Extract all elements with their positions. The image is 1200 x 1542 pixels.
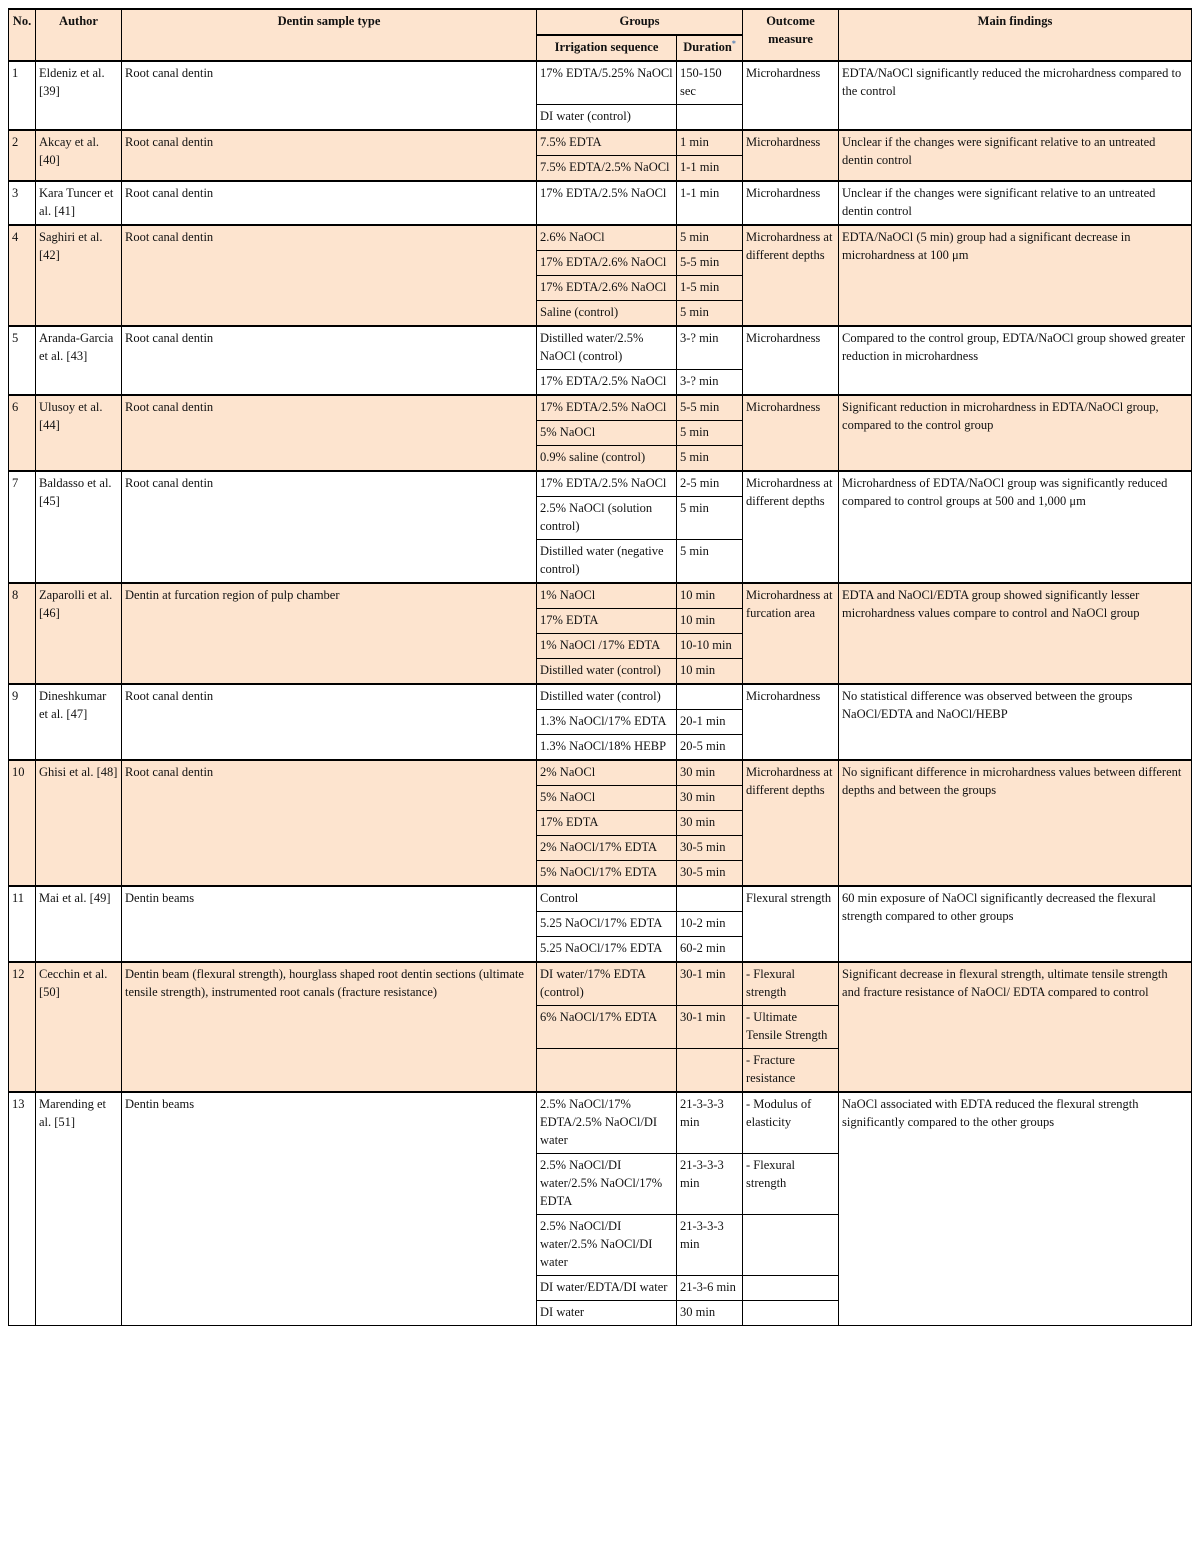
irrigation-duration: 21-3-3-3 min (677, 1154, 743, 1215)
outcome-measure: Microhardness (743, 61, 839, 130)
outcome-measure (743, 1215, 839, 1276)
header-sample-type: Dentin sample type (122, 9, 537, 61)
study-number: 12 (9, 962, 36, 1092)
header-no: No. (9, 9, 36, 61)
main-finding: EDTA/NaOCl significantly reduced the microhardness compared to the control (839, 61, 1192, 130)
irrigation-sequence: 5.25 NaOCl/17% EDTA (537, 912, 677, 937)
study-number: 10 (9, 760, 36, 886)
outcome-measure: Microhardness (743, 181, 839, 225)
irrigation-duration: 2-5 min (677, 471, 743, 497)
study-author: Dineshkumar et al. [47] (36, 684, 122, 760)
irrigation-sequence: 17% EDTA/2.5% NaOCl (537, 370, 677, 396)
outcome-measure: - Modulus of elasticity (743, 1092, 839, 1154)
dentin-sample-type: Root canal dentin (122, 395, 537, 471)
irrigation-duration: 21-3-6 min (677, 1276, 743, 1301)
irrigation-duration: 21-3-3-3 min (677, 1092, 743, 1154)
table-row (9, 760, 1192, 786)
irrigation-duration: 60-2 min (677, 937, 743, 963)
irrigation-sequence: 7.5% EDTA (537, 130, 677, 156)
irrigation-sequence: 2.6% NaOCl (537, 225, 677, 251)
dentin-sample-type: Root canal dentin (122, 130, 537, 181)
study-author: Aranda-Garcia et al. [43] (36, 326, 122, 395)
irrigation-sequence (537, 1049, 677, 1093)
main-finding: EDTA and NaOCl/EDTA group showed significantly lesser microhardness values compare to control and NaOCl group (839, 583, 1192, 684)
study-number: 1 (9, 61, 36, 130)
table-row (9, 61, 1192, 105)
table-row (9, 326, 1192, 370)
irrigation-sequence: 6% NaOCl/17% EDTA (537, 1006, 677, 1049)
outcome-measure: Flexural strength (743, 886, 839, 962)
study-author: Ulusoy et al. [44] (36, 395, 122, 471)
irrigation-duration: 5-5 min (677, 251, 743, 276)
irrigation-duration (677, 886, 743, 912)
outcome-measure: - Ultimate Tensile Strength (743, 1006, 839, 1049)
irrigation-sequence: 17% EDTA (537, 811, 677, 836)
study-number: 2 (9, 130, 36, 181)
irrigation-duration: 5 min (677, 301, 743, 327)
header-author: Author (36, 9, 122, 61)
irrigation-sequence: 1% NaOCl (537, 583, 677, 609)
irrigation-sequence: Distilled water (control) (537, 659, 677, 685)
irrigation-sequence: 7.5% EDTA/2.5% NaOCl (537, 156, 677, 182)
dentin-sample-type: Dentin beams (122, 1092, 537, 1326)
irrigation-duration: 30 min (677, 786, 743, 811)
irrigation-duration: 3-? min (677, 326, 743, 370)
irrigation-sequence: 5.25 NaOCl/17% EDTA (537, 937, 677, 963)
irrigation-sequence: 17% EDTA/2.6% NaOCl (537, 251, 677, 276)
study-number: 8 (9, 583, 36, 684)
irrigation-duration: 30 min (677, 811, 743, 836)
header-findings: Main findings (839, 9, 1192, 61)
dentin-sample-type: Root canal dentin (122, 225, 537, 326)
irrigation-duration: 1-1 min (677, 156, 743, 182)
table-row (9, 684, 1192, 710)
outcome-measure: Microhardness (743, 130, 839, 181)
outcome-measure: - Flexural strength (743, 1154, 839, 1215)
irrigation-duration: 10-10 min (677, 634, 743, 659)
outcome-measure: Microhardness at different depths (743, 760, 839, 886)
irrigation-sequence: 2.5% NaOCl/DI water/2.5% NaOCl/17% EDTA (537, 1154, 677, 1215)
irrigation-duration: 5 min (677, 497, 743, 540)
irrigation-sequence: Distilled water/2.5% NaOCl (control) (537, 326, 677, 370)
irrigation-sequence: 17% EDTA/2.6% NaOCl (537, 276, 677, 301)
table-row (9, 471, 1192, 497)
irrigation-sequence: 2.5% NaOCl/17% EDTA/2.5% NaOCl/DI water (537, 1092, 677, 1154)
duration-footnote-mark: * (731, 38, 736, 48)
irrigation-sequence: 17% EDTA/2.5% NaOCl (537, 181, 677, 225)
irrigation-sequence: Saline (control) (537, 301, 677, 327)
irrigation-duration (677, 105, 743, 131)
irrigation-duration (677, 684, 743, 710)
main-finding: No significant difference in microhardness values between different depths and between the groups (839, 760, 1192, 886)
header-outcome: Outcome measure (743, 9, 839, 61)
irrigation-sequence: Distilled water (negative control) (537, 540, 677, 584)
outcome-measure: Microhardness (743, 684, 839, 760)
outcome-measure: Microhardness at different depths (743, 471, 839, 583)
irrigation-duration: 10-2 min (677, 912, 743, 937)
main-finding: Unclear if the changes were significant relative to an untreated dentin control (839, 181, 1192, 225)
header-irrigation: Irrigation sequence (537, 35, 677, 61)
irrigation-sequence: 17% EDTA/2.5% NaOCl (537, 395, 677, 421)
dentin-sample-type: Root canal dentin (122, 326, 537, 395)
main-finding: No statistical difference was observed between the groups NaOCl/EDTA and NaOCl/HEBP (839, 684, 1192, 760)
dentin-sample-type: Root canal dentin (122, 760, 537, 886)
irrigation-duration: 5 min (677, 421, 743, 446)
header-groups: Groups (537, 9, 743, 35)
table-row (9, 181, 1192, 225)
outcome-measure: Microhardness at furcation area (743, 583, 839, 684)
header-duration-label: Duration (683, 40, 732, 54)
irrigation-sequence: 2% NaOCl/17% EDTA (537, 836, 677, 861)
dentin-sample-type: Dentin beams (122, 886, 537, 962)
irrigation-sequence: 0.9% saline (control) (537, 446, 677, 472)
irrigation-sequence: Control (537, 886, 677, 912)
table-row (9, 583, 1192, 609)
study-author: Kara Tuncer et al. [41] (36, 181, 122, 225)
main-finding: Compared to the control group, EDTA/NaOCl group showed greater reduction in microhardness (839, 326, 1192, 395)
main-finding: Significant reduction in microhardness in EDTA/NaOCl group, compared to the control group (839, 395, 1192, 471)
outcome-measure (743, 1301, 839, 1326)
study-author: Saghiri et al. [42] (36, 225, 122, 326)
outcome-measure (743, 1276, 839, 1301)
table-row (9, 130, 1192, 156)
table-row (9, 962, 1192, 1006)
irrigation-studies-table (8, 8, 1192, 1326)
dentin-sample-type: Root canal dentin (122, 684, 537, 760)
study-number: 4 (9, 225, 36, 326)
study-number: 7 (9, 471, 36, 583)
irrigation-duration: 150-150 sec (677, 61, 743, 105)
main-finding: 60 min exposure of NaOCl significantly decreased the flexural strength compared to other groups (839, 886, 1192, 962)
irrigation-duration: 5 min (677, 540, 743, 584)
irrigation-sequence: 2.5% NaOCl (solution control) (537, 497, 677, 540)
irrigation-sequence: 5% NaOCl (537, 786, 677, 811)
main-finding: Unclear if the changes were significant relative to an untreated dentin control (839, 130, 1192, 181)
dentin-sample-type: Root canal dentin (122, 61, 537, 130)
irrigation-sequence: DI water (537, 1301, 677, 1326)
table-body (9, 61, 1192, 1326)
dentin-sample-type: Root canal dentin (122, 471, 537, 583)
irrigation-sequence: 1.3% NaOCl/17% EDTA (537, 710, 677, 735)
study-number: 5 (9, 326, 36, 395)
study-author: Ghisi et al. [48] (36, 760, 122, 886)
irrigation-duration: 30-5 min (677, 861, 743, 887)
irrigation-sequence: Distilled water (control) (537, 684, 677, 710)
irrigation-sequence: 17% EDTA/2.5% NaOCl (537, 471, 677, 497)
irrigation-duration: 10 min (677, 583, 743, 609)
study-number: 13 (9, 1092, 36, 1326)
irrigation-duration: 1-1 min (677, 181, 743, 225)
irrigation-duration: 21-3-3-3 min (677, 1215, 743, 1276)
table-row (9, 886, 1192, 912)
study-author: Eldeniz et al. [39] (36, 61, 122, 130)
irrigation-duration: 10 min (677, 609, 743, 634)
irrigation-duration: 20-5 min (677, 735, 743, 761)
study-number: 11 (9, 886, 36, 962)
main-finding: Microhardness of EDTA/NaOCl group was significantly reduced compared to control groups at 500 and 1,000 μm (839, 471, 1192, 583)
dentin-sample-type: Dentin beam (flexural strength), hourglass shaped root dentin sections (ultimate tensile strength), instrumented root canals (fracture resistance) (122, 962, 537, 1092)
study-author: Akcay et al. [40] (36, 130, 122, 181)
irrigation-sequence: 5% NaOCl/17% EDTA (537, 861, 677, 887)
irrigation-duration: 30 min (677, 1301, 743, 1326)
outcome-measure: Microhardness (743, 395, 839, 471)
irrigation-sequence: 17% EDTA (537, 609, 677, 634)
irrigation-duration: 5-5 min (677, 395, 743, 421)
irrigation-sequence: 1.3% NaOCl/18% HEBP (537, 735, 677, 761)
study-author: Baldasso et al. [45] (36, 471, 122, 583)
main-finding: EDTA/NaOCl (5 min) group had a significant decrease in microhardness at 100 μm (839, 225, 1192, 326)
main-finding: NaOCl associated with EDTA reduced the flexural strength significantly compared to the other groups (839, 1092, 1192, 1326)
dentin-sample-type: Dentin at furcation region of pulp chamber (122, 583, 537, 684)
irrigation-duration: 20-1 min (677, 710, 743, 735)
header-duration (677, 35, 743, 61)
outcome-measure: Microhardness at different depths (743, 225, 839, 326)
irrigation-duration: 10 min (677, 659, 743, 685)
irrigation-duration: 3-? min (677, 370, 743, 396)
irrigation-sequence: 1% NaOCl /17% EDTA (537, 634, 677, 659)
table-row (9, 1092, 1192, 1154)
main-finding: Significant decrease in flexural strength, ultimate tensile strength and fracture resistance of NaOCl/ EDTA compared to control (839, 962, 1192, 1092)
irrigation-duration: 30-5 min (677, 836, 743, 861)
outcome-measure: - Flexural strength (743, 962, 839, 1006)
irrigation-sequence: DI water (control) (537, 105, 677, 131)
table-header (9, 9, 1192, 61)
study-author: Cecchin et al. [50] (36, 962, 122, 1092)
dentin-sample-type: Root canal dentin (122, 181, 537, 225)
irrigation-duration: 30 min (677, 760, 743, 786)
study-number: 6 (9, 395, 36, 471)
irrigation-duration (677, 1049, 743, 1093)
study-author: Marending et al. [51] (36, 1092, 122, 1326)
irrigation-sequence: DI water/17% EDTA (control) (537, 962, 677, 1006)
study-number: 3 (9, 181, 36, 225)
irrigation-duration: 1 min (677, 130, 743, 156)
outcome-measure: - Fracture resistance (743, 1049, 839, 1093)
irrigation-duration: 1-5 min (677, 276, 743, 301)
irrigation-sequence: 2% NaOCl (537, 760, 677, 786)
irrigation-duration: 30-1 min (677, 1006, 743, 1049)
irrigation-duration: 5 min (677, 225, 743, 251)
study-author: Zaparolli et al. [46] (36, 583, 122, 684)
study-author: Mai et al. [49] (36, 886, 122, 962)
irrigation-sequence: 17% EDTA/5.25% NaOCl (537, 61, 677, 105)
irrigation-sequence: 5% NaOCl (537, 421, 677, 446)
table-row (9, 395, 1192, 421)
irrigation-sequence: DI water/EDTA/DI water (537, 1276, 677, 1301)
irrigation-duration: 30-1 min (677, 962, 743, 1006)
study-number: 9 (9, 684, 36, 760)
irrigation-duration: 5 min (677, 446, 743, 472)
table-row (9, 225, 1192, 251)
irrigation-sequence: 2.5% NaOCl/DI water/2.5% NaOCl/DI water (537, 1215, 677, 1276)
outcome-measure: Microhardness (743, 326, 839, 395)
